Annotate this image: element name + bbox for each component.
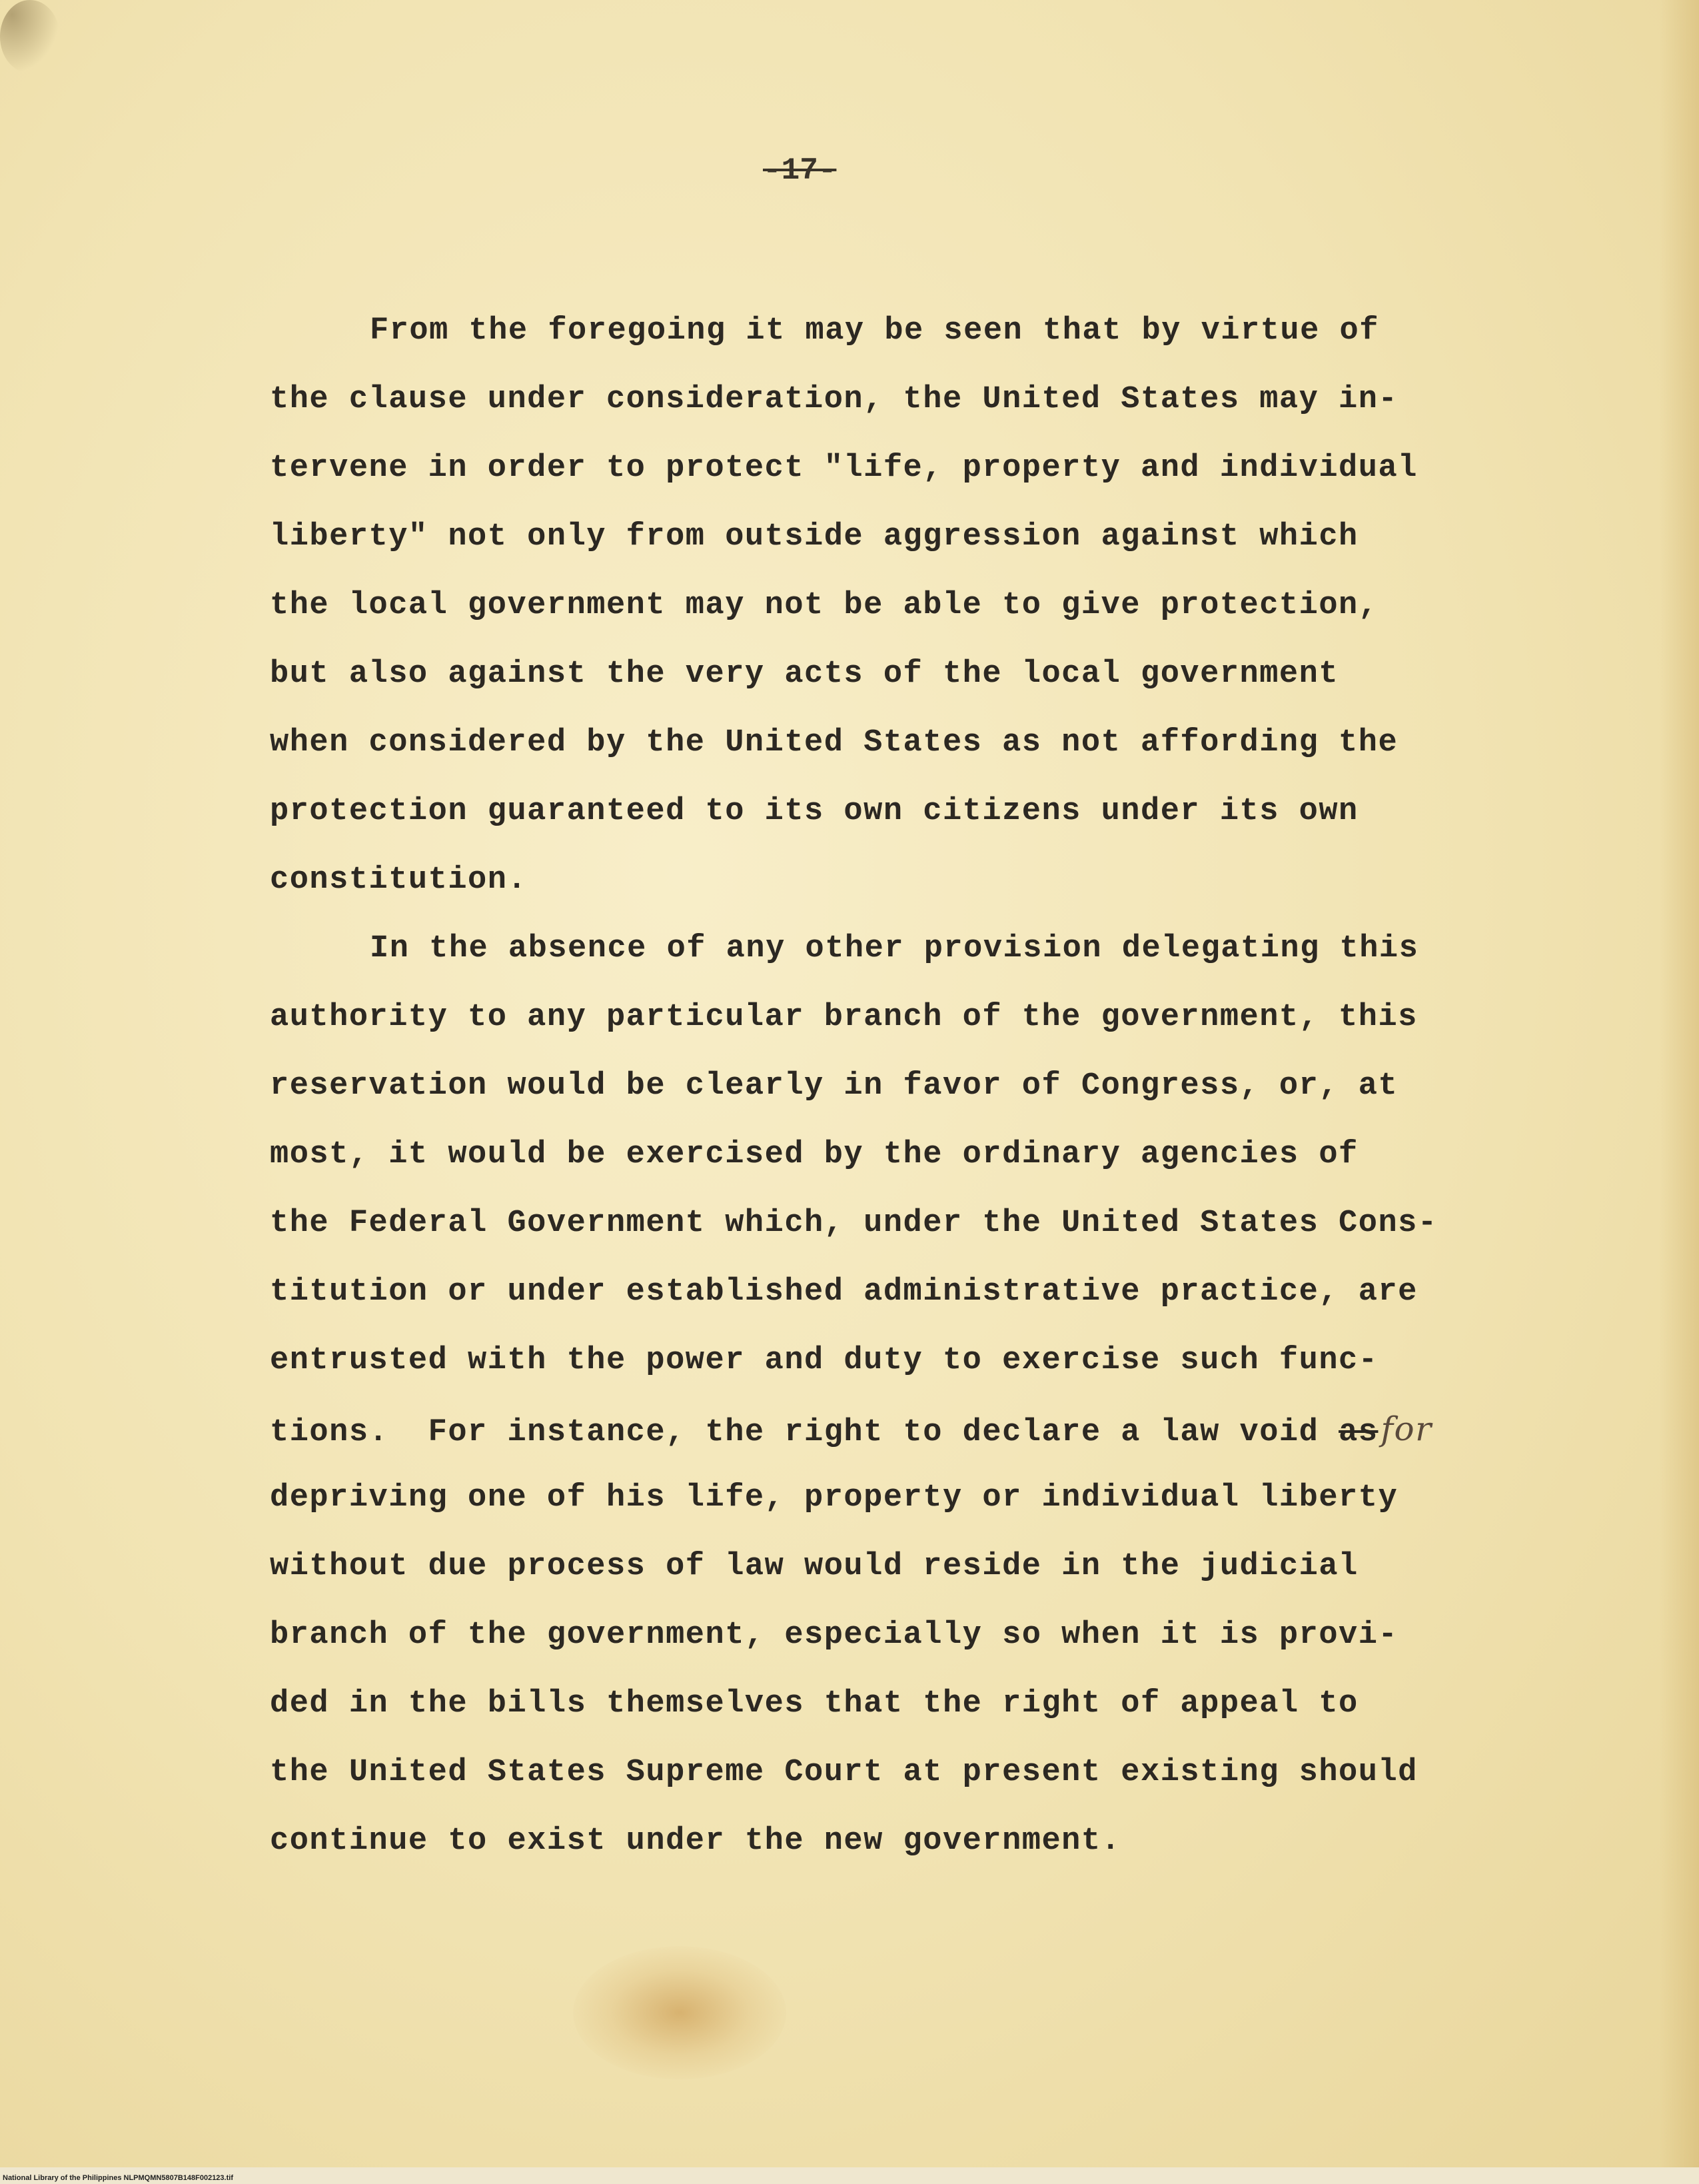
text-line: the United States Supreme Court at present existing should — [270, 1755, 1418, 1790]
text-line: liberty" not only from outside aggression against which — [270, 519, 1359, 554]
text-line-with-correction — [270, 1395, 1482, 1464]
text-line: when considered by the United States as not affording the — [270, 725, 1399, 760]
archive-footer: National Library of the Philippines NLPMQMN5807B148F002123.tif — [3, 2174, 233, 2182]
text-line: titution or under established administrative practice, are — [270, 1274, 1418, 1310]
page-number: -17- — [763, 153, 837, 188]
water-stain — [573, 1946, 786, 2079]
text-line: the clause under consideration, the United States may in- — [270, 382, 1399, 417]
page-edge-shading — [1659, 0, 1699, 2184]
text-line: From the foregoing it may be seen that by virtue of — [370, 313, 1379, 349]
footer-bar — [0, 2167, 1699, 2184]
text-line: entrusted with the power and duty to exercise such func- — [270, 1343, 1379, 1378]
text-line: protection guaranteed to its own citizens under its own — [270, 794, 1359, 829]
text-line: ded in the bills themselves that the right of appeal to — [270, 1686, 1359, 1721]
text-line: the Federal Government which, under the United States Cons- — [270, 1206, 1438, 1241]
text-line: reservation would be clearly in favor of Congress, or, at — [270, 1068, 1399, 1104]
body-text — [270, 297, 1482, 1875]
text-line: In the absence of any other provision delegating this — [370, 931, 1419, 966]
text-line: tions. For instance, the right to declare a law void — [270, 1415, 1319, 1450]
text-line: most, it would be exercised by the ordinary agencies of — [270, 1137, 1359, 1172]
struck-word: as — [1339, 1415, 1379, 1450]
corner-stain — [0, 0, 60, 73]
text-line: the local government may not be able to give protection, — [270, 588, 1379, 623]
text-line: depriving one of his life, property or individual liberty — [270, 1480, 1399, 1516]
handwritten-correction: for — [1381, 1410, 1432, 1448]
text-line: but also against the very acts of the local government — [270, 656, 1339, 692]
text-line: tervene in order to protect "life, property and individual — [270, 451, 1418, 486]
text-line: constitution. — [270, 862, 528, 898]
text-line: without due process of law would reside in the judicial — [270, 1549, 1359, 1584]
text-line: branch of the government, especially so when it is provi- — [270, 1618, 1399, 1653]
text-line: authority to any particular branch of the government, this — [270, 1000, 1418, 1035]
text-line: continue to exist under the new government. — [270, 1823, 1121, 1859]
